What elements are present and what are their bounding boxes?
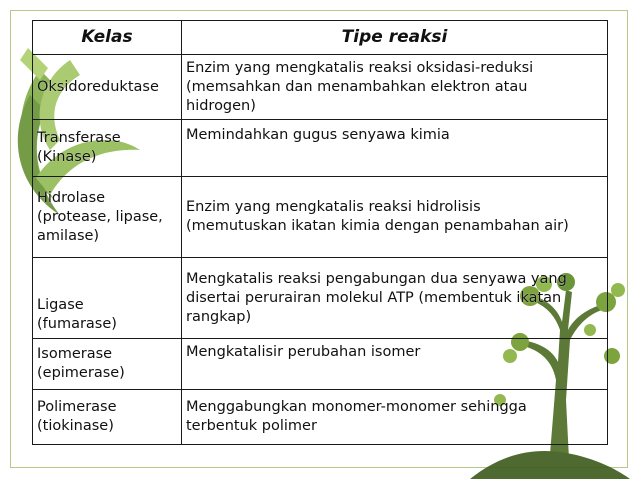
- kelas-line: (epimerase): [37, 365, 125, 381]
- kelas-line: amilase): [37, 227, 100, 244]
- table-row: [33, 120, 608, 177]
- kelas-cell: [33, 390, 182, 445]
- table-header-row: [33, 21, 608, 55]
- tipe-line: Enzim yang mengkatalis reaksi hidrolisis: [186, 199, 481, 215]
- kelas-line: Polimerase: [37, 399, 117, 415]
- enzyme-classification-table: [32, 20, 608, 445]
- tipe-line: hidrogen): [186, 97, 256, 114]
- tipe-line: Menggabungkan monomer-monomer sehingga: [186, 399, 527, 415]
- kelas-line: Oksidoreduktase: [37, 78, 159, 95]
- tipe-reaksi-cell: [182, 120, 608, 177]
- tipe-line: (memutuskan ikatan kimia dengan penambahan air): [186, 218, 569, 234]
- kelas-line: Transferase: [37, 130, 121, 146]
- kelas-line: (protease, lipase,: [37, 208, 163, 225]
- tipe-reaksi-cell: [182, 258, 608, 339]
- kelas-line: Ligase: [37, 297, 84, 313]
- header-kelas: Kelas: [33, 21, 182, 55]
- table-row: [33, 390, 608, 445]
- tipe-reaksi-cell: [182, 339, 608, 390]
- tipe-line: terbentuk polimer: [186, 418, 317, 434]
- tipe-line: Mengkatalisir perubahan isomer: [186, 344, 421, 360]
- table-row: [33, 55, 608, 120]
- kelas-cell: [33, 177, 182, 258]
- kelas-line: (Kinase): [37, 149, 97, 165]
- kelas-line: Hidrolase: [37, 189, 106, 206]
- header-tipe-reaksi: Tipe reaksi: [182, 21, 608, 55]
- kelas-cell: [33, 339, 182, 390]
- tipe-line: Mengkatalis reaksi pengabungan dua senyawa yang: [186, 270, 567, 287]
- tipe-line: rangkap): [186, 308, 252, 325]
- tipe-reaksi-cell: [182, 55, 608, 120]
- kelas-line: (fumarase): [37, 316, 117, 332]
- tipe-reaksi-cell: [182, 177, 608, 258]
- tipe-reaksi-cell: [182, 390, 608, 445]
- kelas-cell: [33, 258, 182, 339]
- table-row: [33, 177, 608, 258]
- tipe-line: (memsahkan dan menambahkan elektron atau: [186, 78, 528, 95]
- kelas-line: Isomerase: [37, 346, 113, 362]
- tipe-line: disertai perurairan molekul ATP (membentuk ikatan: [186, 289, 562, 306]
- table-row: [33, 339, 608, 390]
- kelas-line: (tiokinase): [37, 418, 114, 434]
- table-row: [33, 258, 608, 339]
- kelas-cell: [33, 120, 182, 177]
- kelas-cell: [33, 55, 182, 120]
- tipe-line: Enzim yang mengkatalis reaksi oksidasi-reduksi: [186, 59, 534, 76]
- tipe-line: Memindahkan gugus senyawa kimia: [186, 127, 450, 143]
